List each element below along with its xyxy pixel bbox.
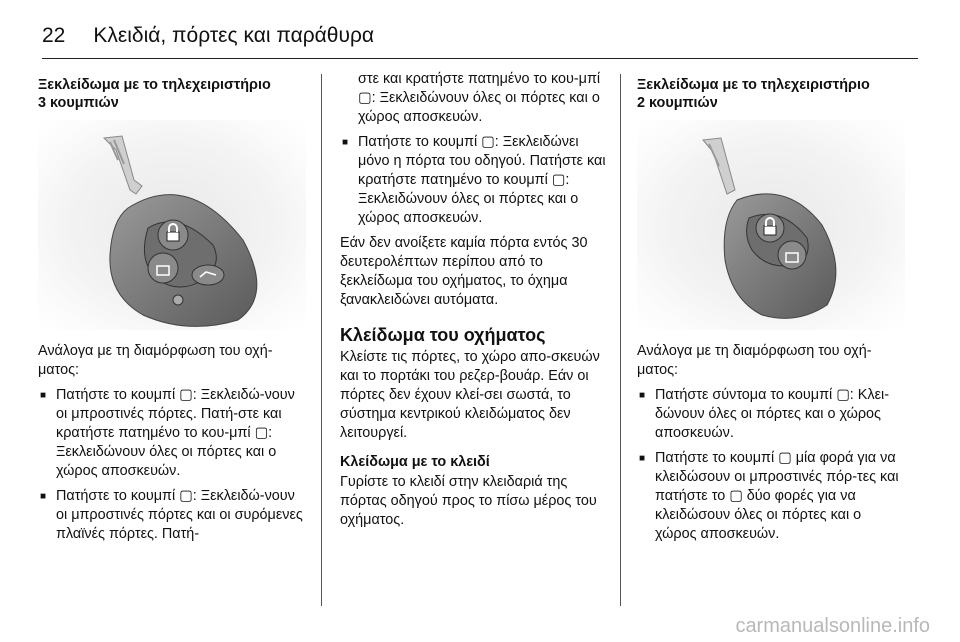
subheading-2-button-remote: Ξεκλείδωμα με το τηλεχειριστήριο 2 κουμπιών	[637, 77, 870, 111]
remote-2-button-image	[637, 120, 905, 330]
intro-text: Ανάλογα με τη διαμόρφωση του οχή-ματος:	[38, 343, 273, 378]
instruction-list	[340, 133, 608, 228]
column-divider	[321, 74, 322, 606]
intro-text: Ανάλογα με τη διαμόρφωση του οχή-ματος:	[637, 343, 872, 378]
paragraph: Κλείστε τις πόρτες, το χώρο απο-σκευών και το πορτάκι του ρεζερ-βουάρ. Εάν οι πόρτες δεν έχουν κλεί-σει σωστά, το σύστημα κεντρικού κλειδώματος δεν λειτουργεί.	[340, 349, 600, 441]
subheading-3-button-remote: Ξεκλείδωμα με το τηλεχειριστήριο 3 κουμπιών	[38, 77, 271, 111]
list-item: ■ Πατήστε το κουμπί ▢: Ξεκλειδώνει μόνο η πόρτα του οδηγού. Πατήστε και κρατήστε πατημένο το κουμπί ▢: Ξεκλειδώνουν όλες οι πόρτες και ο χώρος αποσκευών.	[340, 133, 608, 228]
list-item: ■ Πατήστε το κουμπί ▢: Ξεκλειδώ-νουν οι μπροστινές πόρτες. Πατή-στε και κρατήστε πατημένο το κου-μπί ▢: Ξεκλειδώνουν όλες οι πόρτες και ο χώρος αποσκευών.	[38, 386, 306, 481]
instruction-list	[637, 386, 905, 544]
list-item: ■ Πατήστε το κουμπί ▢ μία φορά για να κλειδώσουν οι μπροστινές πόρ-τες και πατήστε το ▢ δύο φορές για να κλειδώσουν όλες οι πόρτες και ο χώρος αποσκευών.	[637, 449, 905, 544]
page-number: 22	[42, 24, 66, 47]
watermark: carmanualsonline.info	[735, 615, 930, 637]
subheading-key-locking: Κλείδωμα με το κλειδί	[340, 454, 490, 470]
page-title: Κλειδιά, πόρτες και παράθυρα	[93, 24, 375, 47]
column-right	[637, 76, 905, 550]
instruction-list	[38, 386, 306, 544]
section-title: Κλείδωμα του οχήματος	[340, 325, 546, 345]
column-left	[38, 76, 306, 550]
list-item: ■ Πατήστε το κουμπί ▢: Ξεκλειδώ-νουν οι μπροστινές πόρτες και οι συρόμενες πλαϊνές πόρτες. Πατή-	[38, 487, 306, 544]
column-divider	[620, 74, 621, 606]
continued-text: στε και κρατήστε πατημένο το κου-μπί ▢: Ξεκλειδώνουν όλες οι πόρτες και ο χώρος αποσκευών.	[358, 71, 601, 125]
list-item: ■ Πατήστε σύντομα το κουμπί ▢: Κλει-δώνουν όλες οι πόρτες και ο χώρος αποσκευών.	[637, 386, 905, 443]
remote-3-button-image	[38, 120, 306, 330]
paragraph: Γυρίστε το κλειδί στην κλειδαριά της πόρτας οδηγού προς το πίσω μέρος του οχήματος.	[340, 474, 597, 528]
page-header	[42, 14, 918, 59]
paragraph: Εάν δεν ανοίξετε καμία πόρτα εντός 30 δευτερολέπτων περίπου από το ξεκλείδωμα του οχήματος, το όχημα ξανακλειδώνει αυτόματα.	[340, 235, 588, 308]
column-middle	[340, 70, 608, 536]
